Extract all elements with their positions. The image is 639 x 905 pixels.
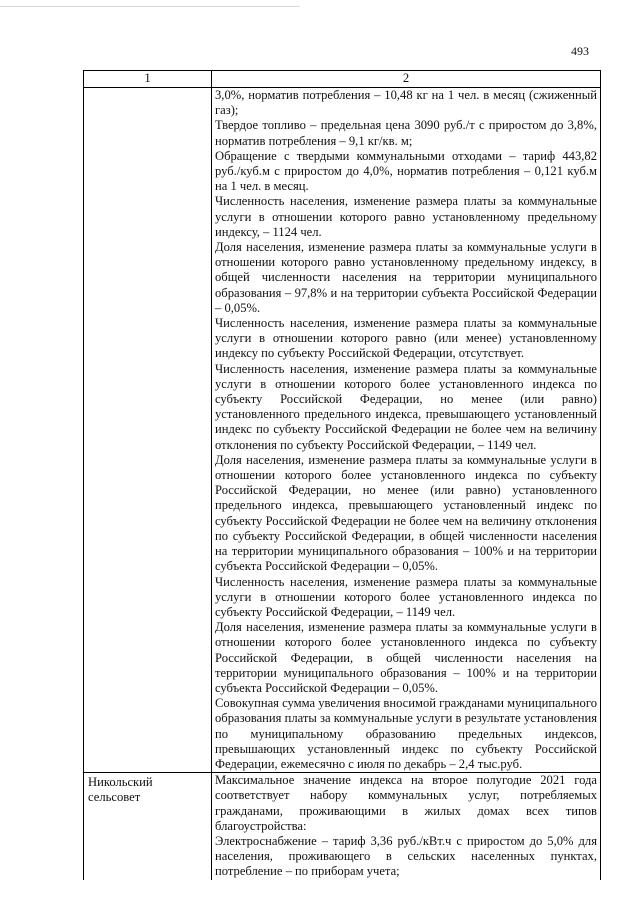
row-municipality [84,88,212,772]
paragraph: Доля населения, изменение размера платы за коммунальные услуги в отношении которого равно установленному предельному индексу, в общей численности населения на территории муниципального образования – 97,8% и на территории субъекта Российской Федерации – 0,05%. [215,240,597,315]
table-header-row [84,71,600,88]
paragraph: Совокупная сумма увеличения вносимой гражданами муниципального образования платы за коммунальные услуги в результате установления по муниципальному образованию предельных индексов, превышающих установленный индекс по субъекту Российской Федерации, ежемесячно с июля по декабрь – 2,4 тыс.руб. [215,696,597,771]
table-row [84,773,600,879]
row-description [212,773,600,879]
column-header-2: 2 [402,71,410,85]
data-table [83,70,601,880]
table-row [84,88,600,773]
page-number: 493 [571,44,589,58]
paragraph: Численность населения, изменение размера платы за коммунальные услуги в отношении которого равно установленному предельному индексу, – 1124 чел. [215,194,597,239]
paragraph: Твердое топливо – предельная цена 3090 руб./т с приростом до 3,8%, норматив потребления – 9,1 кг/кв. м; [215,118,597,148]
paragraph: Электроснабжение – тариф 3,36 руб./кВт.ч с приростом до 5,0% для населения, проживающего в сельских населенных пунктах, потребление – по приборам учета; [215,833,597,879]
paragraph: Численность населения, изменение размера платы за коммунальные услуги в отношении которого более установленного индекса по субъекту Российской Федерации, – 1149 чел. [215,574,597,619]
paragraph: 3,0%, норматив потребления – 10,48 кг на 1 чел. в месяц (сжиженный газ); [215,88,597,118]
paragraph: Доля населения, изменение размера платы за коммунальные услуги в отношении которого более установленного индекса по субъекту Российской Федерации, но менее (или равно) установленного предельного индекса, превышающего установленный индекс по субъекту Российской Федерации не более чем на величину отклонения по субъекту Российской Федерации, в общей численности населения на территории муниципального образования – 100% и на территории субъекта Российской Федерации – 0,05%. [215,452,597,574]
paragraph: Численность населения, изменение размера платы за коммунальные услуги в отношении которого равно (или менее) установленному индексу по субъекту Российской Федерации, отсутствует. [215,316,597,361]
paragraph: Доля населения, изменение размера платы за коммунальные услуги в отношении которого более установленного индекса по субъекту Российской Федерации, в общей численности населения на территории муниципального образования – 100% и на территории субъекта Российской Федерации – 0,05%. [215,620,597,695]
row-municipality: Никольский сельсовет [84,773,212,879]
row-description [212,88,600,772]
paragraph: Максимальное значение индекса на второе полугодие 2021 года соответствует набору коммунальных услуг, потребляемых гражданами, проживающими в жилых домах всех типов благоустройства: [215,773,597,833]
column-header-1: 1 [84,71,212,87]
scan-edge-line [0,6,300,7]
paragraph: Обращение с твердыми коммунальными отходами – тариф 443,82 руб./куб.м с приростом до 4,0%, норматив потребления – 0,121 куб.м на 1 чел. в месяц. [215,148,597,194]
paragraph: Численность населения, изменение размера платы за коммунальные услуги в отношении которого более установленного индекса по субъекту Российской Федерации, но менее (или равно) установленного предельного индекса, превышающего установленный индекс по субъекту Российской Федерации не более чем на величину отклонения по субъекту Российской Федерации, – 1149 чел. [215,361,597,452]
